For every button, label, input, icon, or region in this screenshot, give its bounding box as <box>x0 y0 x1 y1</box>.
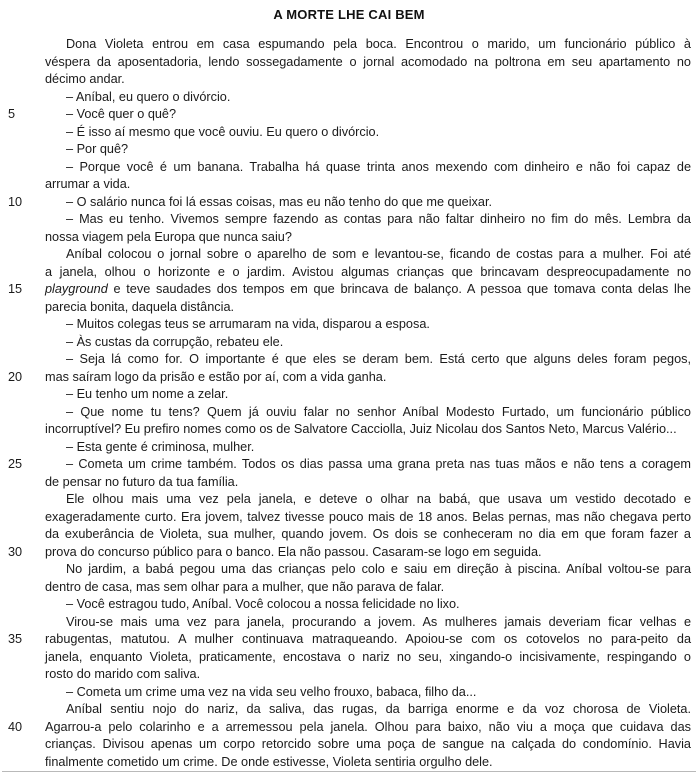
line-text: – Esta gente é criminosa, mulher. <box>66 439 255 454</box>
line-number: 25 <box>8 457 23 471</box>
text-line <box>0 474 698 492</box>
line-text: – Seja lá como for. O importante é que eles se deram bem. Está certo que alguns deles foram pegos, <box>66 352 691 366</box>
text-line <box>0 36 698 54</box>
line-text: parecia bonita, daquela distância. <box>45 299 235 314</box>
line-text: – Eu tenho um nome a zelar. <box>66 387 229 401</box>
text-body <box>0 36 698 771</box>
text-line <box>0 684 698 702</box>
text-line <box>0 334 698 352</box>
text-line <box>0 299 698 317</box>
line-text: exageradamente curto. Era jovem, talvez tivesse pouco mais de 18 anos. Belas pernas, mas não chegava perto <box>45 509 691 524</box>
text-line <box>0 579 698 597</box>
line-text: rabugentas, matutou. A mulher continuava matraqueando. Apoiou-se com os cotovelos no para-peito da <box>45 632 691 646</box>
text-line <box>0 666 698 684</box>
text-line <box>0 369 698 387</box>
line-text: décimo andar. <box>45 72 125 86</box>
text-line <box>0 754 698 772</box>
line-text: incorruptível? Eu prefiro nomes como os de Salvatore Cacciolla, Juiz Nicolau dos Santos Neto, Marcus Valério... <box>45 422 677 436</box>
text-line <box>0 509 698 527</box>
line-text: dentro de casa, mas sem olhar para a mulher, que não parava de falar. <box>45 579 445 594</box>
text-line <box>0 596 698 614</box>
line-text: Aníbal sentiu nojo do nariz, da saliva, das rugas, da barriga enorme e da voz chorosa de Violeta. <box>66 702 691 716</box>
line-text: No jardim, a babá pegou uma das crianças pelo colo e saiu em direção à piscina. Aníbal voltou-se para <box>66 562 691 576</box>
line-text: – Que nome tu tens? Quem já ouviu falar no senhor Aníbal Modesto Furtado, um funcionário público <box>66 404 691 419</box>
text-line <box>0 719 698 737</box>
text-line <box>0 526 698 544</box>
line-number: 15 <box>8 282 23 296</box>
text-line <box>0 264 698 282</box>
line-text: – Você quer o quê? <box>66 107 177 121</box>
text-line <box>0 736 698 754</box>
text-line <box>0 351 698 369</box>
text-line <box>0 176 698 194</box>
line-text: – O salário nunca foi lá essas coisas, mas eu não tenho do que me queixar. <box>66 194 492 209</box>
line-text: da exuberância de Violeta, sua mulher, quando jovem. Os dois se conheceram no dia em que foram fazer a <box>45 527 691 541</box>
line-text: Agarrou-a pelo colarinho e a arremessou pela janela. Olhou para baixo, não viu a moça que cuidava das <box>45 719 691 734</box>
text-line <box>0 421 698 439</box>
line-text: Virou-se mais uma vez para janela, procurando a jovem. As mulheres jamais deveriam ficar velhas e <box>66 614 691 629</box>
text-line <box>0 386 698 404</box>
line-text: – Às custas da corrupção, rebateu ele. <box>66 334 284 349</box>
text-line <box>0 281 698 299</box>
line-text: janela, enquanto Violeta, praticamente, encostava o nariz no seu, xingando-o incisivamente, respingando o <box>45 649 691 664</box>
text-line <box>0 316 698 334</box>
text-line <box>0 54 698 72</box>
bottom-rule <box>2 771 696 772</box>
line-text: – Você estragou tudo, Aníbal. Você colocou a nossa felicidade no lixo. <box>66 597 460 611</box>
line-text: – Por quê? <box>66 142 129 156</box>
text-line <box>0 439 698 457</box>
line-text: Ele olhou mais uma vez pela janela, e deteve o olhar na babá, que usava um vestido decotado e <box>66 492 691 506</box>
line-text: – Porque você é um banana. Trabalha há quase trinta anos mexendo com dinheiro e não foi capaz de <box>66 159 691 174</box>
text-line <box>0 71 698 89</box>
line-text: a janela, olhou o horizonte e o jardim. Avistou algumas crianças que brincavam despreocupadamente no <box>45 264 691 279</box>
text-line <box>0 141 698 159</box>
text-line <box>0 229 698 247</box>
text-line <box>0 246 698 264</box>
line-text: – Cometa um crime uma vez na vida seu velho frouxo, babaca, filho da... <box>66 684 477 699</box>
line-text: – Aníbal, eu quero o divórcio. <box>66 89 231 104</box>
text-line <box>0 159 698 177</box>
line-number: 35 <box>8 632 23 646</box>
line-text: véspera da aposentadoria, lendo sossegadamente o jornal acomodado na poltrona em seu apartamento no <box>45 54 691 69</box>
line-text: rosto do marido com saliva. <box>45 667 201 681</box>
line-text: crianças. Divisou apenas um corpo retorcido sobre uma poça de sangue na calçada do condomínio. Havia <box>45 737 691 751</box>
text-line <box>0 194 698 212</box>
text-line <box>0 491 698 509</box>
line-number: 20 <box>8 369 23 384</box>
line-text: – Cometa um crime também. Todos os dias passa uma grana preta nas tuas mãos e não tens a coragem <box>66 457 691 471</box>
text-line <box>0 106 698 124</box>
line-number: 10 <box>8 194 23 209</box>
line-text: prova do concurso público para o banco. Ela não passou. Casaram-se logo em seguida. <box>45 544 542 559</box>
line-text: nossa viagem pela Europa que nunca saiu? <box>45 229 292 244</box>
text-line <box>0 124 698 142</box>
line-number: 30 <box>8 544 23 559</box>
text-line <box>0 561 698 579</box>
document-title: A MORTE LHE CAI BEM <box>273 7 425 22</box>
text-line <box>0 456 698 474</box>
line-text: arrumar a vida. <box>45 177 131 191</box>
text-line <box>0 211 698 229</box>
text-line <box>0 544 698 562</box>
text-line <box>0 649 698 667</box>
text-line <box>0 89 698 107</box>
line-text: – Muitos colegas teus se arrumaram na vida, disparou a esposa. <box>66 317 430 331</box>
line-text: finalmente cometido um crime. De onde estivesse, Violeta sentiria orgulho dele. <box>45 754 493 769</box>
line-text: Aníbal colocou o jornal sobre o aparelho de som e levantou-se, ficando de costas para a mulher. Foi até <box>66 247 691 261</box>
line-number: 40 <box>8 719 23 734</box>
line-text: playground e teve saudades dos tempos em que brincava de balanço. A pessoa que tomava conta delas lhe <box>45 282 691 296</box>
line-text: – É isso aí mesmo que você ouviu. Eu quero o divórcio. <box>66 124 380 139</box>
line-text: de pensar no futuro da tua família. <box>45 474 239 489</box>
line-number: 5 <box>8 107 16 121</box>
text-line <box>0 631 698 649</box>
line-text: Dona Violeta entrou em casa espumando pela boca. Encontrou o marido, um funcionário público à <box>66 37 691 51</box>
text-line <box>0 614 698 632</box>
text-line <box>0 701 698 719</box>
line-text: – Mas eu tenho. Vivemos sempre fazendo as contas para não faltar dinheiro no fim do mês. Lembra da <box>66 212 691 226</box>
text-line <box>0 404 698 422</box>
line-text: mas saíram logo da prisão e estão por aí, com a vida ganha. <box>45 369 387 384</box>
